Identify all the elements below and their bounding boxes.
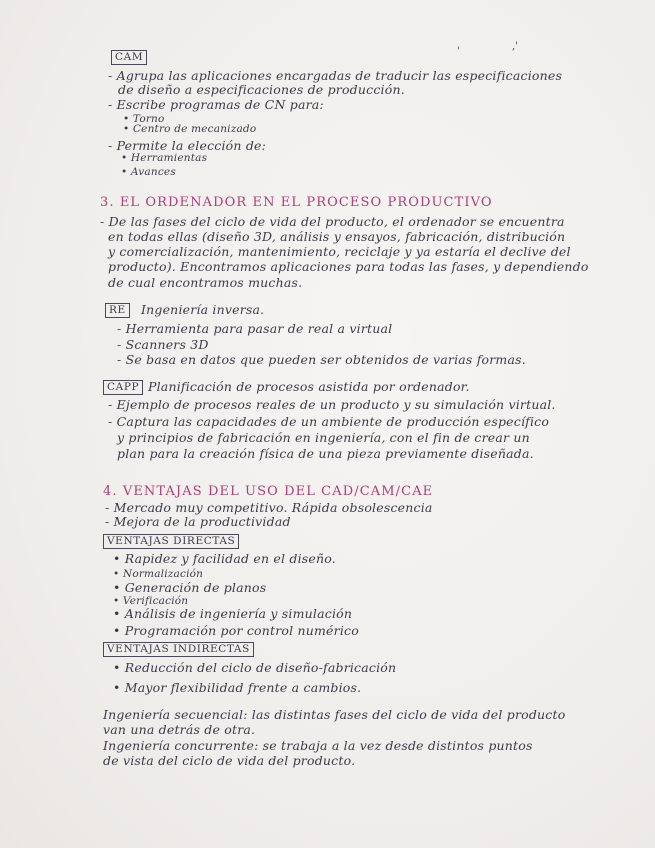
pencil-mark: ': [457, 46, 460, 57]
cam-bullet: • Herramientas: [121, 152, 208, 164]
indirect-advantages-tag: VENTAJAS INDIRECTAS: [103, 642, 254, 657]
re-tag: RE: [105, 303, 130, 318]
section-3-line: en todas ellas (diseño 3D, análisis y ensayos, fabricación, distribución: [108, 229, 566, 244]
section-3-line: de cual encontramos muchas.: [108, 275, 303, 290]
closing-line: de vista del ciclo de vida del producto.: [103, 753, 356, 768]
capp-line: - Captura las capacidades de un ambiente de producción específico: [108, 414, 550, 429]
closing-line: van una detrás de otra.: [103, 722, 256, 737]
indirect-item: • Reducción del ciclo de diseño-fabricación: [113, 660, 397, 675]
cam-line: - Permite la elección de:: [108, 138, 267, 153]
cam-bullet: • Centro de mecanizado: [123, 123, 257, 135]
cam-line: - Escribe programas de CN para:: [108, 97, 324, 112]
re-line: - Herramienta para pasar de real a virtual: [117, 321, 393, 336]
section-4-heading: 4. VENTAJAS DEL USO DEL CAD/CAM/CAE: [103, 484, 434, 499]
closing-line: Ingeniería secuencial: las distintas fases del ciclo de vida del producto: [103, 707, 566, 722]
direct-advantages-tag: VENTAJAS DIRECTAS: [103, 534, 239, 549]
re-line: - Scanners 3D: [117, 337, 209, 352]
capp-line: plan para la creación física de una pieza previamente diseñada.: [117, 446, 534, 461]
section-3-line: y comercialización, mantenimiento, reciclaje y ya estaría el declive del: [108, 244, 571, 259]
capp-title: Planificación de procesos asistida por ordenador.: [148, 379, 470, 394]
direct-item: • Normalización: [113, 568, 204, 580]
cam-bullet: • Torno: [123, 113, 165, 125]
cam-bullet: • Avances: [121, 166, 176, 178]
direct-item: • Generación de planos: [113, 580, 267, 595]
section-4-line: - Mercado muy competitivo. Rápida obsolescencia: [105, 500, 433, 515]
direct-item: • Verificación: [113, 595, 189, 607]
pencil-mark: ,': [512, 41, 518, 52]
section-4-line: - Mejora de la productividad: [105, 514, 291, 529]
cam-tag: CAM: [111, 50, 147, 65]
closing-line: Ingeniería concurrente: se trabaja a la vez desde distintos puntos: [103, 738, 533, 753]
capp-line: y principios de fabricación en ingeniería, con el fin de crear un: [117, 430, 530, 445]
re-title: Ingeniería inversa.: [141, 302, 265, 317]
section-3-heading: 3. EL ORDENADOR EN EL PROCESO PRODUCTIVO: [100, 195, 493, 210]
direct-item: • Rapidez y facilidad en el diseño.: [113, 551, 336, 566]
indirect-item: • Mayor flexibilidad frente a cambios.: [113, 680, 362, 695]
direct-item: • Programación por control numérico: [113, 623, 359, 638]
re-line: - Se basa en datos que pueden ser obtenidos de varias formas.: [117, 352, 526, 367]
section-3-line: - De las fases del ciclo de vida del producto, el ordenador se encuentra: [100, 214, 565, 229]
direct-item: • Análisis de ingeniería y simulación: [113, 606, 353, 621]
cam-line: de diseño a especificaciones de producción.: [118, 82, 405, 97]
cam-line: - Agrupa las aplicaciones encargadas de traducir las especificaciones: [108, 68, 563, 83]
section-3-line: producto). Encontramos aplicaciones para todas las fases, y dependiendo: [108, 259, 589, 274]
capp-line: - Ejemplo de procesos reales de un producto y su simulación virtual.: [108, 397, 556, 412]
capp-tag: CAPP: [103, 380, 143, 395]
